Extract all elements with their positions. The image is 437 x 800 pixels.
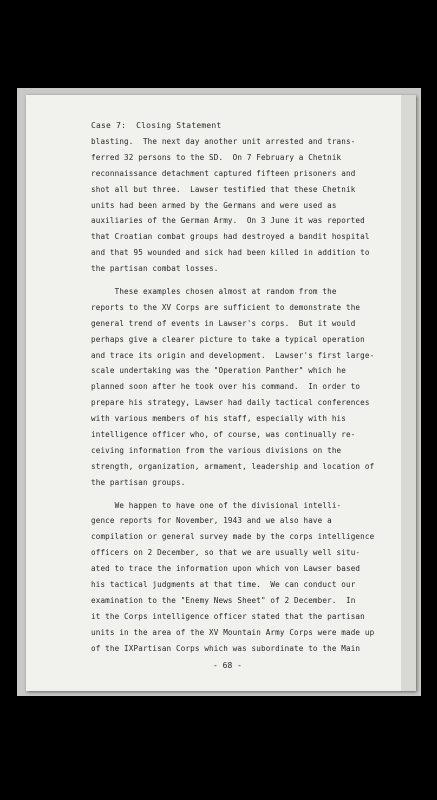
- paragraph-gap: [91, 491, 381, 498]
- text-line: units in the area of the XV Mountain Army Corps were made up: [91, 627, 375, 637]
- text-line: prepare his strategy, Lawser had daily tactical conferences: [91, 398, 370, 408]
- text-line: units had been armed by the Germans and were used as: [91, 200, 337, 210]
- text-line: auxiliaries of the German Army. On 3 June it was reported: [91, 216, 365, 226]
- text-line: shot all but three. Lawser testified that these Chetnik: [91, 184, 356, 194]
- text-line: intelligence officer who, of course, was continually re-: [91, 430, 356, 440]
- text-line: that Croatian combat groups had destroyed a bandit hospital: [91, 232, 370, 242]
- page-edge: [401, 95, 416, 691]
- text-line: ated to trace the information upon which von Lawser based: [91, 564, 361, 574]
- document-body: [91, 134, 381, 657]
- text-line: it the Corps intelligence officer stated that the partisan: [91, 611, 365, 621]
- text-line: strength, organization, armament, leadership and location of: [91, 461, 375, 471]
- text-line: and that 95 wounded and sick had been killed in addition to: [91, 248, 370, 258]
- text-line: ferred 32 persons to the SD. On 7 February a Chetnik: [91, 152, 342, 162]
- text-line: the partisan groups.: [91, 477, 186, 487]
- text-line: blasting. The next day another unit arrested and trans-: [91, 137, 356, 146]
- text-line: general trend of events in Lawser's corps. But it would: [91, 318, 356, 328]
- text-line: compilation or general survey made by the corps intelligence: [91, 532, 375, 542]
- text-line: his tactical judgments at that time. We can conduct our: [91, 580, 356, 590]
- text-line: reconnaissance detachment captured fifteen prisoners and: [91, 168, 356, 178]
- paragraph-2: [91, 284, 381, 491]
- paragraph-1: [91, 134, 381, 277]
- text-line: ceiving information from the various divisions on the: [91, 445, 342, 455]
- text-line: reports to the XV Corps are sufficient to demonstrate the: [91, 302, 361, 312]
- text-line: gence reports for November, 1943 and we also have a: [91, 516, 332, 526]
- page-number: - 68 -: [213, 661, 242, 670]
- text-line: perhaps give a clearer picture to take a typical operation: [91, 334, 365, 344]
- text-line: planned soon after he took over his command. In order to: [91, 382, 361, 392]
- text-line: and trace its origin and development. Lawser's first large-: [91, 350, 375, 360]
- text-line: officers on 2 December, so that we are usually well situ-: [91, 548, 361, 558]
- document-header: Case 7: Closing Statement: [91, 121, 222, 130]
- text-line: examination to the "Enemy News Sheet" of 2 December. In: [91, 595, 356, 605]
- text-line: We happen to have one of the divisional intelli-: [91, 500, 342, 510]
- text-line: of the IXPartisan Corps which was subordinate to the Main: [91, 643, 361, 653]
- text-line: These examples chosen almost at random from the: [91, 287, 337, 297]
- text-line: the partisan combat losses.: [91, 264, 219, 274]
- text-line: scale undertaking was the "Operation Panther" which he: [91, 366, 346, 376]
- text-line: with various members of his staff, especially with his: [91, 414, 346, 424]
- paragraph-3: [91, 498, 381, 657]
- paragraph-gap: [91, 277, 381, 284]
